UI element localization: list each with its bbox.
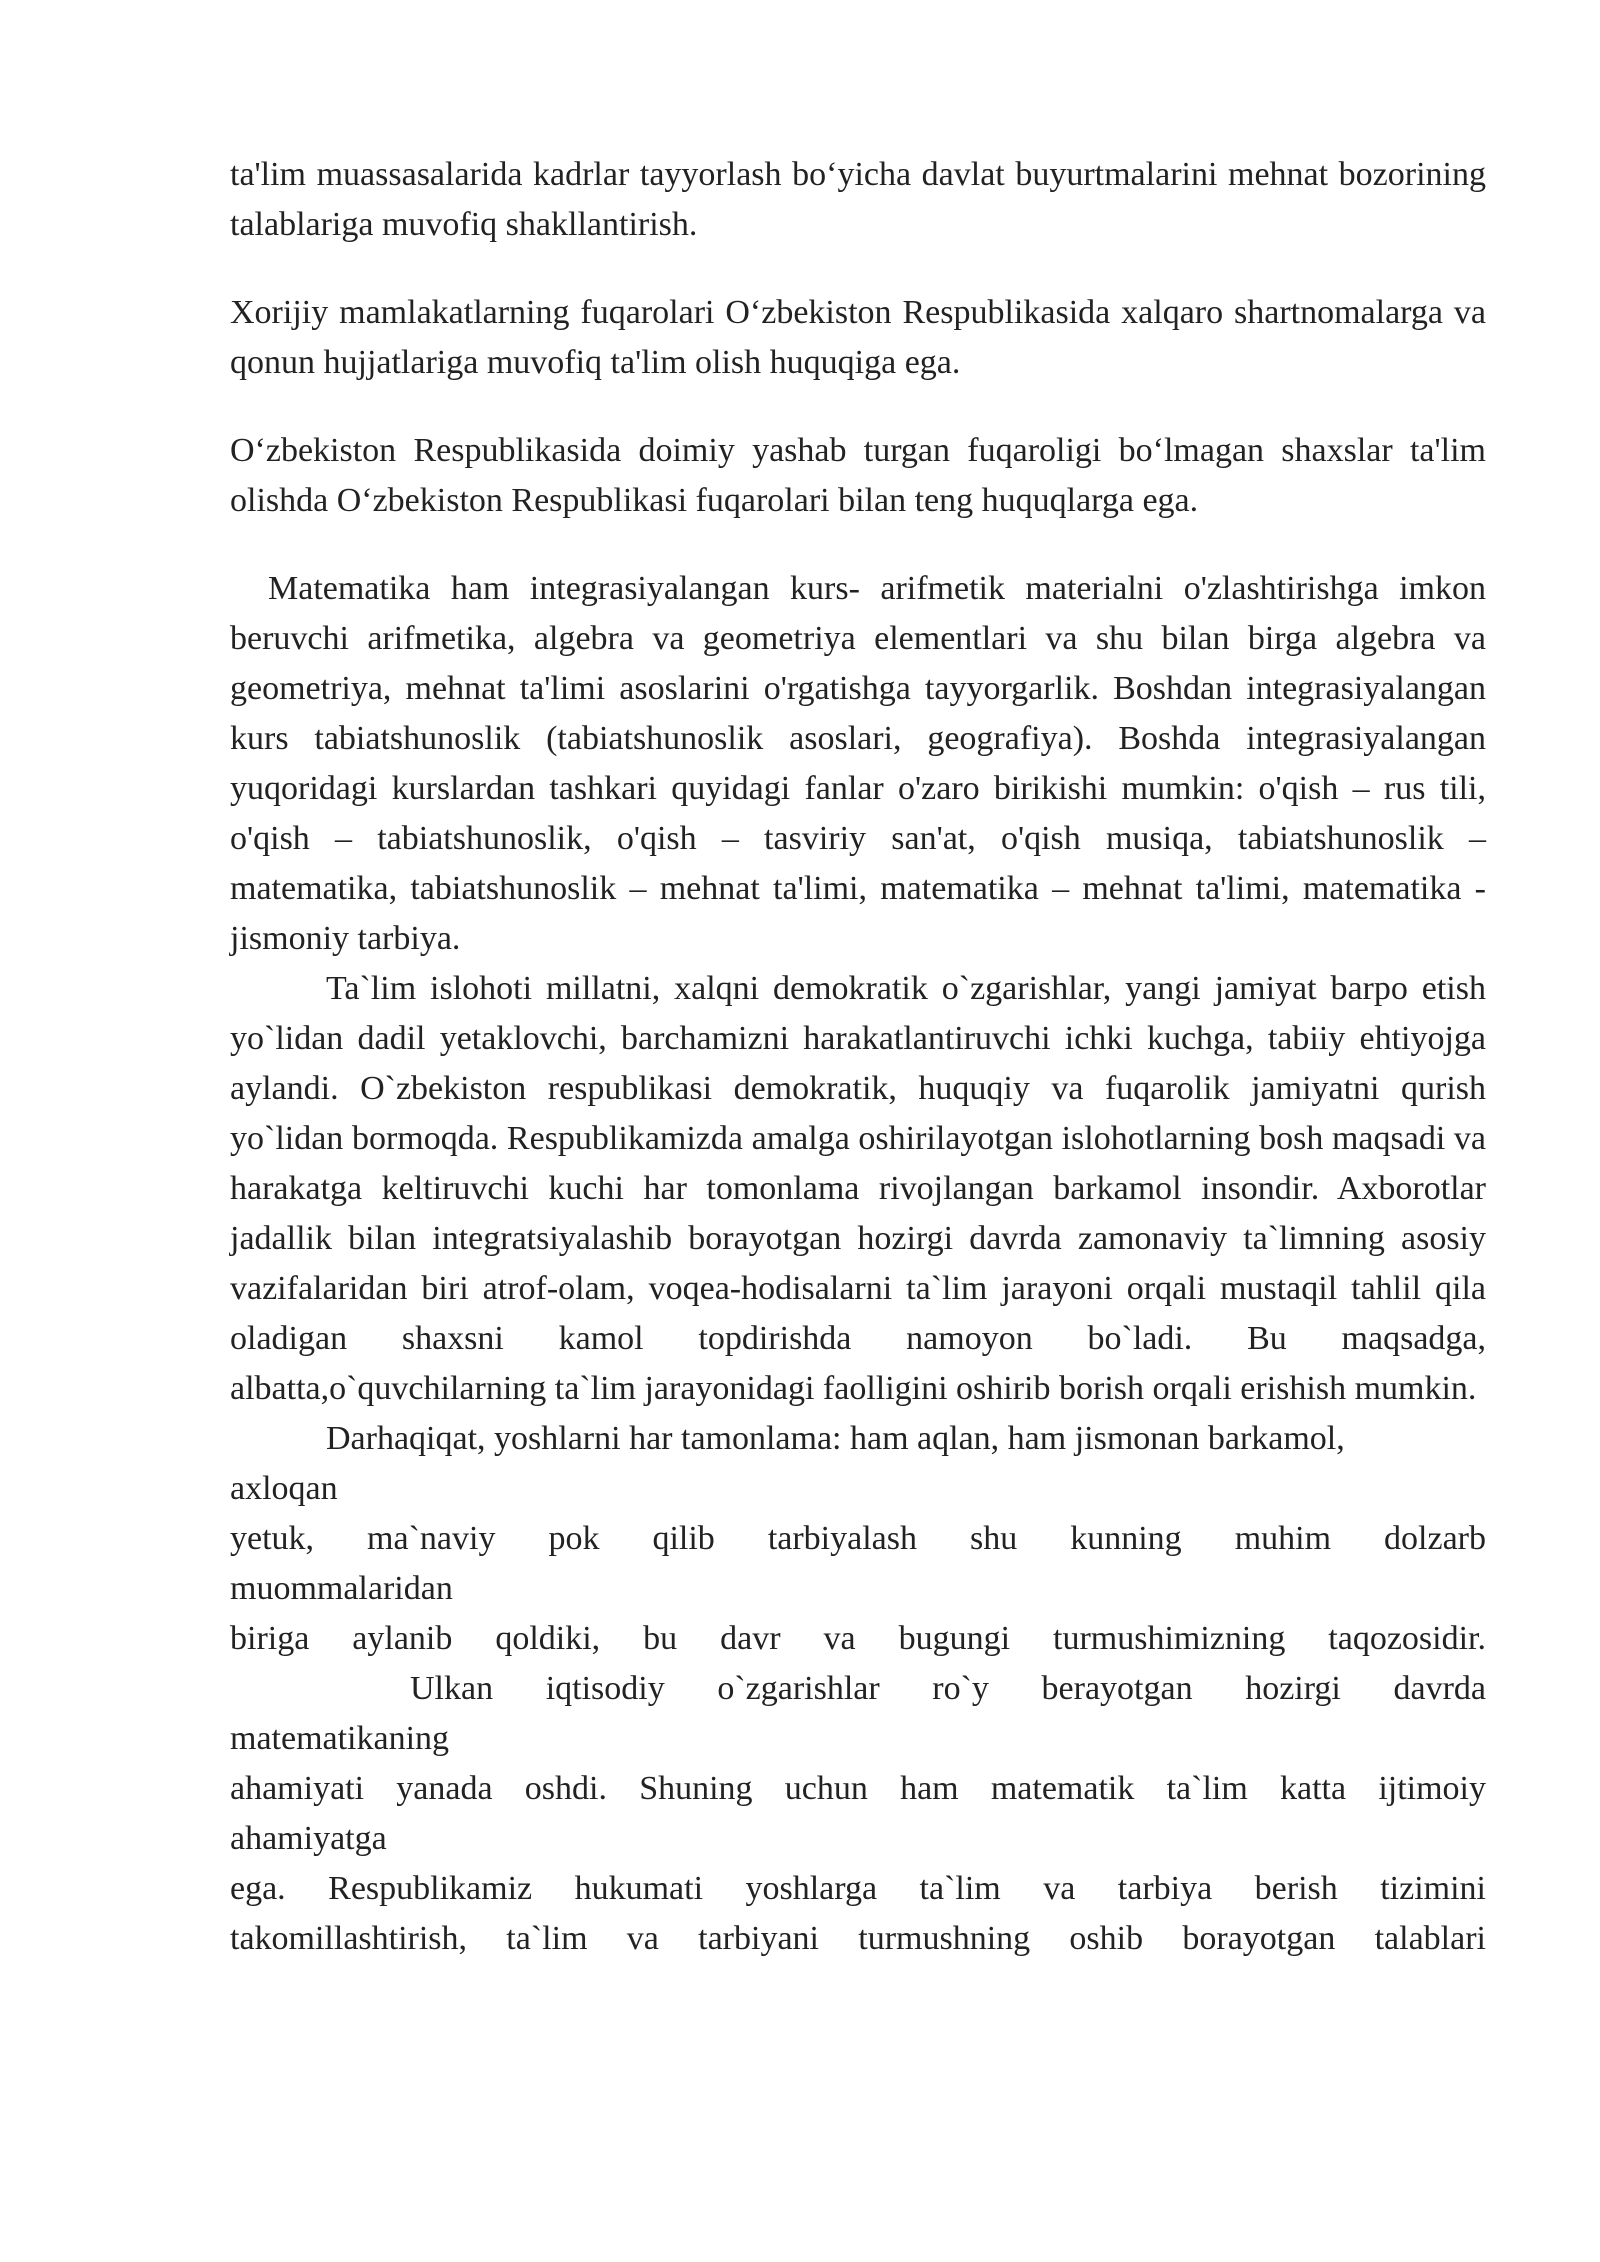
text-line: muommalaridan [230,1570,453,1607]
text-line: Ulkan iqtisodiy o`zgarishlar ro`y berayotgan hozirgi davrda [410,1670,1486,1707]
paragraph-4: Matematika ham integrasiyalangan kurs- arifmetik materialni o'zlashtirishga imkon beruvchi arifmetika, algebra va geometriya elementlari va shu bilan birga algebra va geometriya, mehnat ta'limi asoslarini o'rgatishga tayyorgarlik. Boshdan integrasiyalangan kurs tabiatshunoslik (tabiatshunoslik asoslari, geografiya). Boshda integrasiyalangan yuqoridagi kurslardan tashkari quyidagi fanlar o'zaro birikishi mumkin: o'qish – rus tili, o'qish – tabiatshunoslik, o'qish – tasviriy san'at, o'qish musiqa, tabiatshunoslik – matematika, tabiatshunoslik – mehnat ta'limi, matematika – mehnat ta'limi, matematika - jismoniy tarbiya. [230,570,1486,957]
paragraph-6 [230,1414,1486,1964]
text-line: matematikaning [230,1720,450,1757]
text-line: ahamiyati yanada oshdi. Shuning uchun ham matematik ta`lim katta ijtimoiy [230,1770,1486,1807]
text-line: yetuk, ma`naviy pok qilib tarbiyalash shu kunning muhim dolzarb [230,1520,1486,1557]
paragraph-2: Xorijiy mamlakatlarning fuqarolari O‘zbekiston Respublikasida xalqaro shartnomalarga va qonun hujjatlariga muvofiq ta'lim olish huquqiga ega. [230,294,1486,381]
document-page [230,150,1486,1964]
paragraph-1: ta'lim muassasalarida kadrlar tayyorlash bo‘yicha davlat buyurtmalarini mehnat bozorining talablariga muvofiq shakllantirish. [230,156,1486,243]
text-line: axloqan [230,1470,338,1507]
text-line: Darhaqiqat, yoshlarni har tamonlama: ham aqlan, ham jismonan barkamol, [326,1420,1345,1457]
paragraph-3: O‘zbekiston Respublikasida doimiy yashab turgan fuqaroligi bo‘lmagan shaxslar ta'lim olishda O‘zbekiston Respublikasi fuqarolari bilan teng huquqlarga ega. [230,432,1486,519]
text-line: biriga aylanib qoldiki, bu davr va bugungi turmushimizning taqozosidir. [230,1620,1486,1657]
paragraph-5: Ta`lim islohoti millatni, xalqni demokratik o`zgarishlar, yangi jamiyat barpo etish yo`lidan dadil yetaklovchi, barchamizni harakatlantiruvchi ichki kuchga, tabiiy ehtiyojga aylandi. O`zbekiston respublikasi demokratik, huquqiy va fuqarolik jamiyatni qurish yo`lidan bormoqda. Respublikamizda amalga oshirilayotgan islohotlarning bosh maqsadi va harakatga keltiruvchi kuchi har tomonlama rivojlangan barkamol insondir. Axborotlar jadallik bilan integratsiyalashib borayotgan hozirgi davrda zamonaviy ta`limning asosiy vazifalaridan biri atrof-olam, voqea-hodisalarni ta`lim jarayoni orqali mustaqil tahlil qila oladigan shaxsni kamol topdirishda namoyon bo`ladi. Bu maqsadga, albatta,o`quvchilarning ta`lim jarayonidagi faolligini oshirib borish orqali erishish mumkin. [230,970,1486,1407]
text-line: takomillashtirish, ta`lim va tarbiyani turmushning oshib borayotgan talablari [230,1920,1486,1957]
text-line: ahamiyatga [230,1820,387,1857]
text-line: ega. Respublikamiz hukumati yoshlarga ta`lim va tarbiya berish tizimini [230,1870,1486,1907]
